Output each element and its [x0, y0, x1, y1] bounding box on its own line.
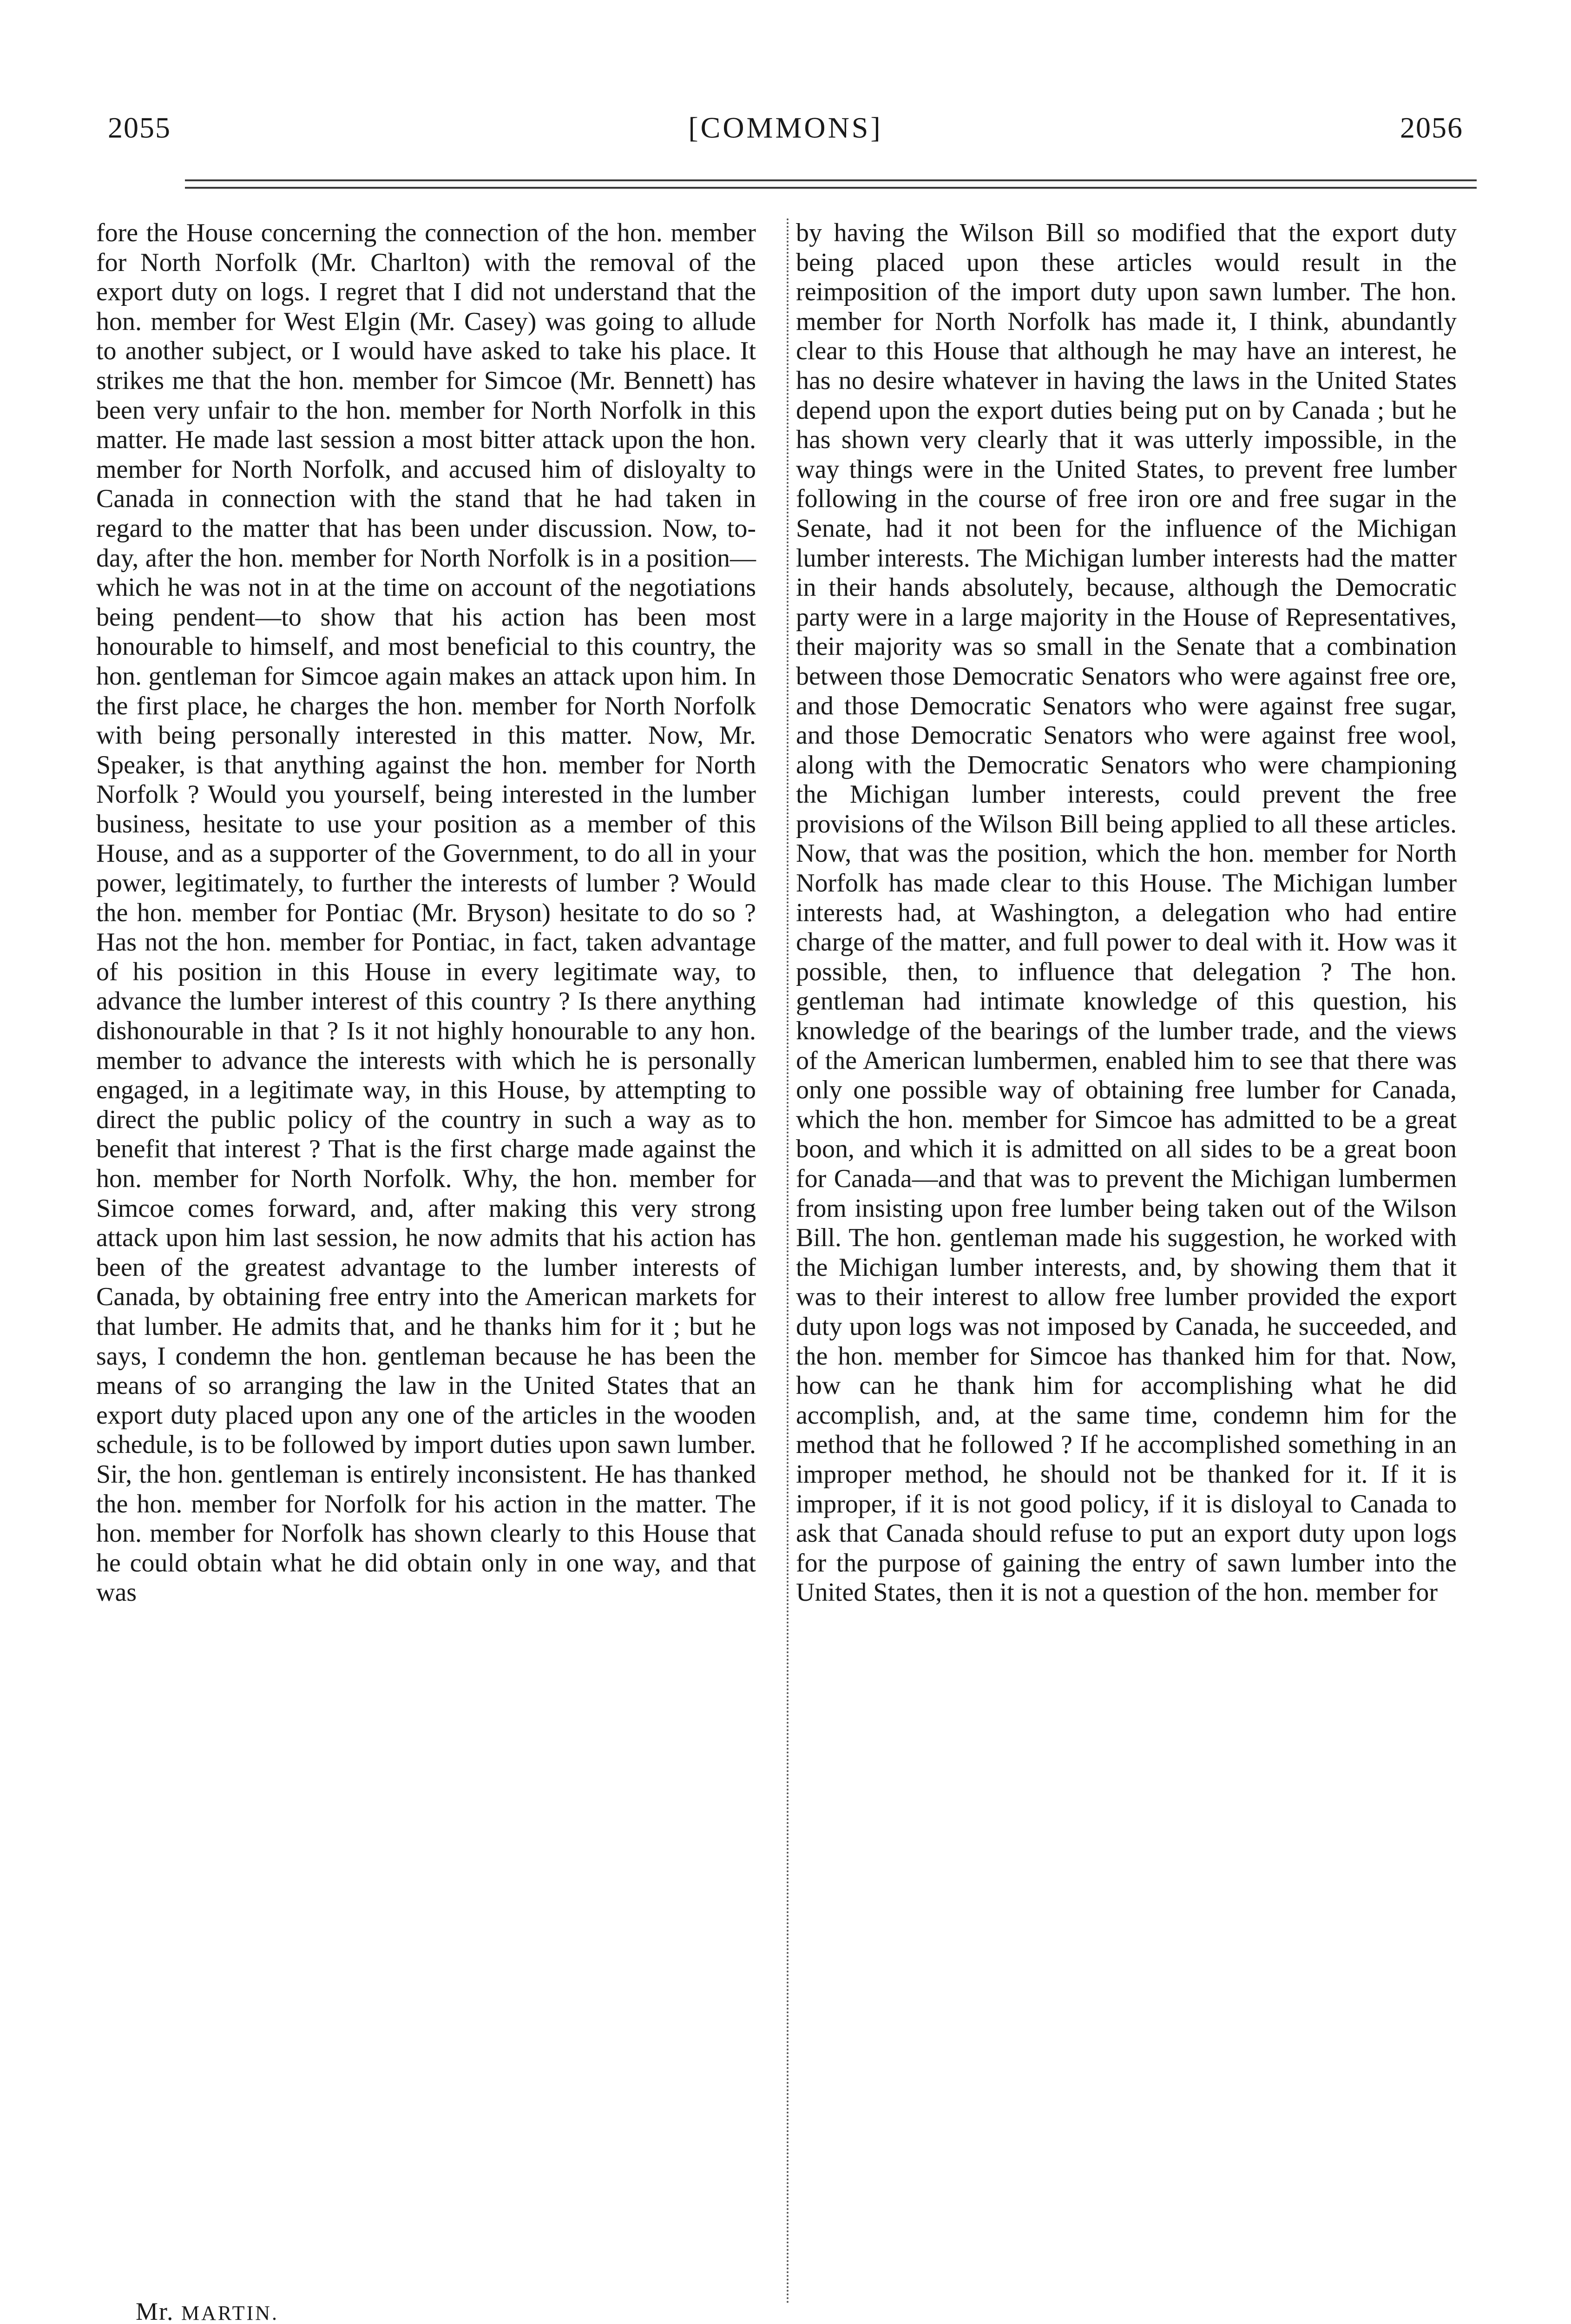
header-rule-bottom	[185, 187, 1477, 189]
column-divider	[787, 218, 789, 2305]
speaker-signature	[136, 2297, 279, 2324]
right-column	[796, 218, 1457, 1608]
right-column-text: by having the Wilson Bill so modified that the export duty being placed upon these articles would result in the reimposition of the import duty upon sawn lumber. The hon. member for North Norfolk has made it, I think, abundantly clear to this House that although he may have an interest, he has no desire whatever in having the laws in the United States depend upon the export duties being put on by Canada ; but he has shown very clearly that it was utterly impossible, in the way things were in the United States, to prevent free lumber following in the course of free iron ore and free sugar in the Senate, had it not been for the influence of the Michigan lumber interests. The Michigan lumber interests had the matter in their hands absolutely, because, although the Democratic party were in a large majority in the House of Representatives, their majority was so small in the Senate that a combination between those Democratic Senators who were against free ore, and those Democratic Senators who were against free sugar, and those Democratic Senators who were against free wool, along with the Democratic Senators who were championing the Michigan lumber interests, could prevent the free provisions of the Wilson Bill being applied to all these articles. Now, that was the position, which the hon. member for North Norfolk has made clear to this House. The Michigan lumber interests had, at Washington, a delegation who had entire charge of the matter, and full power to deal with it. How was it possible, then, to influence that delegation ? The hon. gentleman had intimate knowledge of this question, his knowledge of the bearings of the lumber trade, and the views of the American lumbermen, enabled him to see that there was only one possible way of obtaining free lumber for Canada, which the hon. member for Simcoe has admitted to be a great boon, and which it is admitted on all sides to be a great boon for Canada—and that was to prevent the Michigan lumbermen from insisting upon free lumber being taken out of the Wilson Bill. The hon. gentleman made his suggestion, he worked with the Michigan lumber interests, and, by showing them that it was to their interest to allow free lumber provided the export duty upon logs was not imposed by Canada, he succeeded, and the hon. member for Simcoe has thanked him for that. Now, how can he thank him for accomplishing what he did accomplish, and, at the same time, condemn him for the method that he followed ? If he accomplished something in an improper method, he should not be thanked for it. If it is improper, if it is not good policy, if it is disloyal to Canada to ask that Canada should refuse to put an export duty upon logs for the purpose of gaining the entry of sawn lumber into the United States, then it is not a question of the hon. member for	[796, 218, 1457, 1607]
left-column-text: fore the House concerning the connection of the hon. member for North Norfolk (Mr. Charlton) with the removal of the export duty on logs. I regret that I did not understand that the hon. member for West Elgin (Mr. Casey) was going to allude to another subject, or I would have asked to take his place. It strikes me that the hon. member for Simcoe (Mr. Bennett) has been very unfair to the hon. member for North Norfolk in this matter. He made last session a most bitter attack upon the hon. member for North Norfolk, and accused him of disloyalty to Canada in connection with the stand that he had taken in regard to the matter that has been under discussion. Now, to-day, after the hon. member for North Norfolk is in a position—which he was not in at the time on account of the negotiations being pendent—to show that his action has been most honourable to himself, and most beneficial to this country, the hon. gentleman for Simcoe again makes an attack upon him. In the first place, he charges the hon. member for North Norfolk with being personally interested in this matter. Now, Mr. Speaker, is that anything against the hon. member for North Norfolk ? Would you yourself, being interested in the lumber business, hesitate to use your position as a member of this House, and as a supporter of the Government, to do all in your power, legitimately, to further the interests of lumber ? Would the hon. member for Pontiac (Mr. Bryson) hesitate to do so ? Has not the hon. member for Pontiac, in fact, taken advantage of his position in this House in every legitimate way, to advance the lumber interest of this country ? Is there anything dishonourable in that ? Is it not highly honourable to any hon. member to advance the interests with which he is personally engaged, in a legitimate way, in this House, by attempting to direct the public policy of the country in such a way as to benefit that interest ? That is the first charge made against the hon. member for North Norfolk. Why, the hon. member for Simcoe comes forward, and, after making this very strong attack upon him last session, he now admits that his action has been of the greatest advantage to the lumber interests of Canada, by obtaining free entry into the American markets for that lumber. He admits that, and he thanks him for it ; but he says, I condemn the hon. gentleman because he has been the means of so arranging the law in the United States that an export duty placed upon any one of the articles in the wooden schedule, is to be followed by import duties upon sawn lumber. Sir, the hon. gentleman is entirely inconsistent. He has thanked the hon. member for Norfolk for his action in the matter. The hon. member for Norfolk has shown clearly to this House that he could obtain what he did obtain only in one way, and that was	[96, 218, 756, 1607]
page-number-left: 2055	[108, 111, 171, 144]
page-number-right: 2056	[1400, 111, 1463, 144]
signature-name: MARTIN.	[181, 2302, 279, 2324]
left-column	[96, 218, 756, 1608]
signature-prefix: Mr.	[136, 2298, 174, 2324]
header-rule-top	[185, 179, 1477, 181]
running-head: [COMMONS]	[688, 111, 883, 144]
page-header	[108, 111, 1463, 162]
